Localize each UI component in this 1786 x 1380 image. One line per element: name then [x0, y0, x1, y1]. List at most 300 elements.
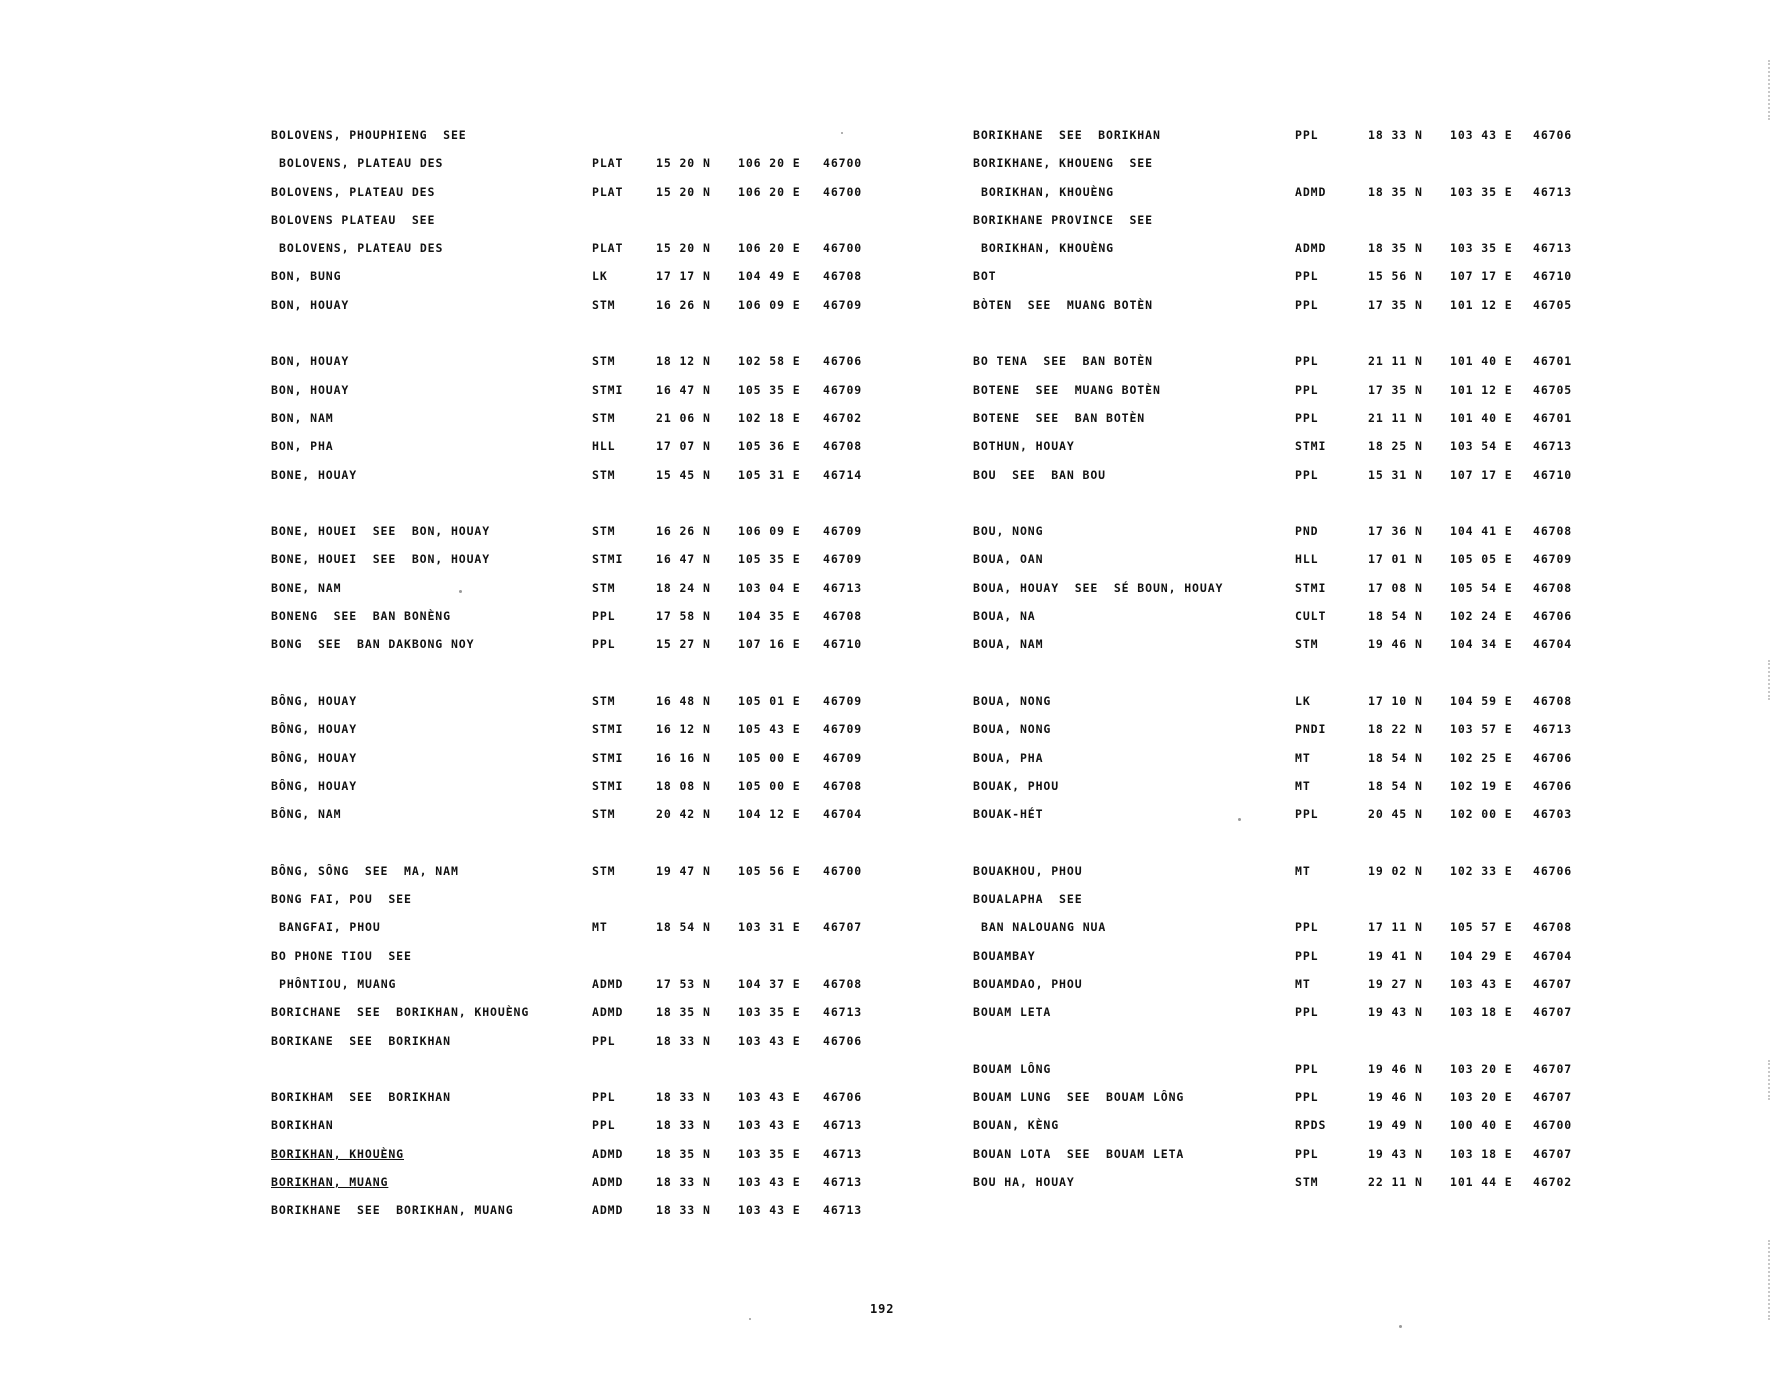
entry-reference: 46702 [823, 410, 863, 425]
entry-name: BON, HOUAY [271, 354, 350, 369]
entry-name: BOUAN, KÈNG [973, 1118, 1060, 1133]
entry-reference: 46704 [1533, 948, 1573, 963]
entry-feature-code: ADMD [592, 1203, 624, 1218]
entry-latitude: 15 20 N [656, 156, 711, 171]
entry-longitude: 105 56 E [738, 863, 801, 878]
entry-reference: 46713 [823, 580, 863, 595]
entry-reference: 46706 [823, 1090, 863, 1105]
entry-name: BOUAMDAO, PHOU [973, 976, 1083, 991]
entry-feature-code: STM [592, 410, 616, 425]
entry-latitude: 18 24 N [656, 580, 711, 595]
entry-longitude: 103 35 E [1450, 241, 1513, 256]
page-number: 192 [870, 1302, 895, 1316]
entry-reference: 46708 [1533, 524, 1573, 539]
entry-feature-code: HLL [1295, 552, 1319, 567]
entry-reference: 46706 [1533, 863, 1573, 878]
entry-latitude: 18 12 N [656, 354, 711, 369]
entry-longitude: 103 43 E [738, 1090, 801, 1105]
entry-reference: 46708 [1533, 693, 1573, 708]
entry-latitude: 15 45 N [656, 467, 711, 482]
entry-reference: 46702 [1533, 1174, 1573, 1189]
entry-reference: 46709 [823, 693, 863, 708]
entry-feature-code: MT [592, 920, 608, 935]
entry-longitude: 100 40 E [1450, 1118, 1513, 1133]
entry-latitude: 17 10 N [1368, 693, 1423, 708]
entry-name: BOUAK, PHOU [973, 778, 1060, 793]
entry-latitude: 18 33 N [656, 1174, 711, 1189]
entry-feature-code: PLAT [592, 156, 624, 171]
entry-longitude: 101 40 E [1450, 410, 1513, 425]
entry-feature-code: RPDS [1295, 1118, 1327, 1133]
entry-name: BÔNG, NAM [271, 807, 342, 822]
entry-reference: 46710 [1533, 269, 1573, 284]
entry-longitude: 104 41 E [1450, 524, 1513, 539]
entry-longitude: 105 43 E [738, 722, 801, 737]
entry-name: BORIKHANE PROVINCE SEE [973, 212, 1153, 227]
entry-feature-code: MT [1295, 863, 1311, 878]
entry-latitude: 19 43 N [1368, 1005, 1423, 1020]
entry-latitude: 18 35 N [1368, 241, 1423, 256]
entry-reference: 46708 [823, 778, 863, 793]
entry-latitude: 17 11 N [1368, 920, 1423, 935]
entry-longitude: 102 25 E [1450, 750, 1513, 765]
entry-name: BOLOVENS, PLATEAU DES [279, 156, 444, 171]
scan-speck [459, 590, 462, 593]
entry-name: BOLOVENS PLATEAU SEE [271, 212, 436, 227]
entry-name: BON, NAM [271, 410, 334, 425]
entry-feature-code: MT [1295, 976, 1311, 991]
entry-reference: 46709 [823, 722, 863, 737]
entry-reference: 46700 [823, 156, 863, 171]
entry-latitude: 16 16 N [656, 750, 711, 765]
entry-longitude: 103 54 E [1450, 439, 1513, 454]
entry-name: BOLOVENS, PHOUPHIENG SEE [271, 128, 467, 142]
entry-name: BOLOVENS, PLATEAU DES [279, 241, 444, 256]
entry-latitude: 16 47 N [656, 552, 711, 567]
entry-feature-code: PPL [1295, 269, 1319, 284]
entry-longitude: 104 29 E [1450, 948, 1513, 963]
entry-latitude: 17 53 N [656, 976, 711, 991]
entry-feature-code: PPL [1295, 128, 1319, 142]
entry-latitude: 18 35 N [656, 1146, 711, 1161]
entry-feature-code: PNDI [1295, 722, 1327, 737]
entry-latitude: 17 17 N [656, 269, 711, 284]
entry-latitude: 21 06 N [656, 410, 711, 425]
entry-name: BOUAK-HÉT [973, 807, 1044, 822]
entry-feature-code: PPL [1295, 1146, 1319, 1161]
entry-longitude: 104 12 E [738, 807, 801, 822]
entry-feature-code: STMI [592, 382, 624, 397]
entry-reference: 46700 [823, 184, 863, 199]
entry-name: BONE, HOUEI SEE BON, HOUAY [271, 552, 491, 567]
entry-name: BORIKHAN, KHOUÈNG [271, 1146, 405, 1161]
entry-longitude: 104 59 E [1450, 693, 1513, 708]
entry-feature-code: ADMD [592, 1174, 624, 1189]
entry-longitude: 103 43 E [1450, 128, 1513, 142]
entry-reference: 46713 [1533, 184, 1573, 199]
entry-reference: 46709 [1533, 552, 1573, 567]
entry-name: BOUAN LOTA SEE BOUAM LETA [973, 1146, 1185, 1161]
entry-latitude: 19 02 N [1368, 863, 1423, 878]
entry-feature-code: PPL [1295, 467, 1319, 482]
entry-latitude: 19 41 N [1368, 948, 1423, 963]
entry-longitude: 103 35 E [1450, 184, 1513, 199]
entry-reference: 46708 [1533, 920, 1573, 935]
entry-reference: 46707 [1533, 976, 1573, 991]
entry-name: BOUAM LUNG SEE BOUAM LÔNG [973, 1090, 1185, 1105]
entry-name: BOUAMBAY [973, 948, 1036, 963]
entry-longitude: 102 33 E [1450, 863, 1513, 878]
entry-latitude: 18 35 N [656, 1005, 711, 1020]
entry-longitude: 103 35 E [738, 1146, 801, 1161]
entry-name: BAN NALOUANG NUA [981, 920, 1107, 935]
entry-name: BON, HOUAY [271, 297, 350, 312]
entry-name: BONE, HOUAY [271, 467, 358, 482]
entry-latitude: 18 25 N [1368, 439, 1423, 454]
entry-latitude: 18 54 N [1368, 609, 1423, 624]
entry-feature-code: MT [1295, 778, 1311, 793]
entry-feature-code: PPL [592, 637, 616, 652]
entry-reference: 46713 [823, 1174, 863, 1189]
entry-reference: 46701 [1533, 354, 1573, 369]
entry-reference: 46713 [823, 1005, 863, 1020]
entry-feature-code: PPL [592, 1033, 616, 1048]
entry-name: BORIKHANE, KHOUENG SEE [973, 156, 1153, 171]
entry-latitude: 17 58 N [656, 609, 711, 624]
entry-longitude: 101 12 E [1450, 297, 1513, 312]
entry-reference: 46708 [1533, 580, 1573, 595]
entry-feature-code: STM [592, 297, 616, 312]
entry-longitude: 105 35 E [738, 552, 801, 567]
entry-latitude: 16 26 N [656, 297, 711, 312]
entry-feature-code: PPL [592, 1118, 616, 1133]
entry-name: BOU HA, HOUAY [973, 1174, 1075, 1189]
entry-feature-code: ADMD [592, 976, 624, 991]
scan-edge-noise [1756, 1240, 1770, 1320]
entry-feature-code: STMI [592, 552, 624, 567]
entry-name: BO PHONE TIOU SEE [271, 948, 412, 963]
entry-latitude: 19 27 N [1368, 976, 1423, 991]
entry-latitude: 16 47 N [656, 382, 711, 397]
entry-longitude: 103 43 E [738, 1174, 801, 1189]
entry-name: BÒTEN SEE MUANG BOTÈN [973, 297, 1153, 312]
entry-name: BOUA, PHA [973, 750, 1044, 765]
entry-feature-code: PPL [1295, 1005, 1319, 1020]
entry-name: BORIKANE SEE BORIKHAN [271, 1033, 451, 1048]
entry-reference: 46704 [823, 807, 863, 822]
entry-reference: 46705 [1533, 297, 1573, 312]
entry-feature-code: ADMD [592, 1146, 624, 1161]
entry-reference: 46709 [823, 750, 863, 765]
entry-latitude: 17 36 N [1368, 524, 1423, 539]
entry-latitude: 22 11 N [1368, 1174, 1423, 1189]
entry-name: BON, PHA [271, 439, 334, 454]
entry-longitude: 107 17 E [1450, 467, 1513, 482]
entry-longitude: 105 54 E [1450, 580, 1513, 595]
entry-longitude: 105 35 E [738, 382, 801, 397]
entry-longitude: 106 20 E [738, 156, 801, 171]
entry-latitude: 19 46 N [1368, 1061, 1423, 1076]
entry-latitude: 19 47 N [656, 863, 711, 878]
entry-feature-code: PPL [1295, 948, 1319, 963]
entry-feature-code: HLL [592, 439, 616, 454]
entry-longitude: 102 58 E [738, 354, 801, 369]
entry-name: BOTHUN, HOUAY [973, 439, 1075, 454]
entry-name: BÔNG, HOUAY [271, 693, 358, 708]
entry-name: BORIKHANE SEE BORIKHAN [973, 128, 1161, 142]
entry-name: PHÔNTIOU, MUANG [279, 976, 397, 991]
entry-name: BÔNG, HOUAY [271, 778, 358, 793]
entry-name: BORIKHAN, KHOUÈNG [981, 184, 1115, 199]
entry-reference: 46707 [823, 920, 863, 935]
entry-latitude: 15 56 N [1368, 269, 1423, 284]
entry-feature-code: ADMD [592, 1005, 624, 1020]
entry-feature-code: LK [1295, 693, 1311, 708]
entry-name: BOT [973, 269, 997, 284]
entry-name: BONENG SEE BAN BONÈNG [271, 609, 451, 624]
entry-latitude: 18 33 N [1368, 128, 1423, 142]
scan-edge-noise [1756, 660, 1770, 700]
entry-latitude: 19 46 N [1368, 637, 1423, 652]
entry-feature-code: PPL [1295, 807, 1319, 822]
entry-feature-code: PLAT [592, 184, 624, 199]
entry-latitude: 18 33 N [656, 1033, 711, 1048]
entry-name: BORICHANE SEE BORIKHAN, KHOUÈNG [271, 1005, 530, 1020]
entry-longitude: 103 20 E [1450, 1061, 1513, 1076]
entry-name: BÔNG, HOUAY [271, 750, 358, 765]
entry-name: BOUA, HOUAY SEE SÉ BOUN, HOUAY [973, 580, 1224, 595]
entry-reference: 46713 [823, 1203, 863, 1218]
entry-reference: 46708 [823, 976, 863, 991]
entry-reference: 46706 [1533, 128, 1573, 142]
entry-longitude: 103 43 E [738, 1033, 801, 1048]
entry-name: BOU SEE BAN BOU [973, 467, 1107, 482]
entry-reference: 46706 [823, 354, 863, 369]
entry-latitude: 17 01 N [1368, 552, 1423, 567]
entry-reference: 46706 [823, 1033, 863, 1048]
entry-longitude: 107 17 E [1450, 269, 1513, 284]
entry-name: BORIKHAN [271, 1118, 334, 1133]
entry-name: BOTENE SEE MUANG BOTÈN [973, 382, 1161, 397]
entry-longitude: 106 09 E [738, 297, 801, 312]
entry-longitude: 103 57 E [1450, 722, 1513, 737]
entry-longitude: 106 20 E [738, 241, 801, 256]
entry-longitude: 103 18 E [1450, 1146, 1513, 1161]
entry-latitude: 18 35 N [1368, 184, 1423, 199]
entry-reference: 46707 [1533, 1005, 1573, 1020]
entry-latitude: 16 26 N [656, 524, 711, 539]
entry-latitude: 18 54 N [656, 920, 711, 935]
entry-longitude: 106 09 E [738, 524, 801, 539]
entry-feature-code: STM [592, 693, 616, 708]
entry-reference: 46704 [1533, 637, 1573, 652]
entry-longitude: 105 01 E [738, 693, 801, 708]
scan-speck [841, 132, 843, 134]
entry-reference: 46706 [1533, 750, 1573, 765]
entry-latitude: 18 54 N [1368, 778, 1423, 793]
entry-name: BONG SEE BAN DAKBONG NOY [271, 637, 475, 652]
entry-feature-code: MT [1295, 750, 1311, 765]
scan-speck [749, 1318, 751, 1320]
entry-reference: 46705 [1533, 382, 1573, 397]
entry-latitude: 18 33 N [656, 1203, 711, 1218]
entry-longitude: 104 34 E [1450, 637, 1513, 652]
entry-name: BONE, HOUEI SEE BON, HOUAY [271, 524, 491, 539]
entry-feature-code: PPL [1295, 1061, 1319, 1076]
entry-feature-code: PPL [1295, 410, 1319, 425]
entry-longitude: 105 31 E [738, 467, 801, 482]
entry-longitude: 107 16 E [738, 637, 801, 652]
entry-longitude: 103 43 E [738, 1118, 801, 1133]
scan-speck [1399, 1325, 1402, 1328]
scan-edge-noise [1756, 60, 1770, 120]
entry-latitude: 18 33 N [656, 1118, 711, 1133]
entry-name: BOUA, NONG [973, 693, 1052, 708]
entry-longitude: 106 20 E [738, 184, 801, 199]
entry-longitude: 103 43 E [738, 1203, 801, 1218]
entry-reference: 46700 [823, 241, 863, 256]
entry-name: BON, HOUAY [271, 382, 350, 397]
entry-name: BONG FAI, POU SEE [271, 892, 412, 907]
entry-name: BORIKHAN, MUANG [271, 1174, 389, 1189]
entry-latitude: 17 07 N [656, 439, 711, 454]
entry-feature-code: LK [592, 269, 608, 284]
entry-feature-code: PPL [1295, 297, 1319, 312]
entry-latitude: 15 20 N [656, 184, 711, 199]
entry-reference: 46706 [1533, 609, 1573, 624]
entry-reference: 46713 [823, 1118, 863, 1133]
entry-longitude: 102 18 E [738, 410, 801, 425]
entry-longitude: 103 35 E [738, 1005, 801, 1020]
entry-reference: 46700 [823, 863, 863, 878]
entry-feature-code: ADMD [1295, 241, 1327, 256]
entry-longitude: 103 31 E [738, 920, 801, 935]
entry-latitude: 17 35 N [1368, 382, 1423, 397]
entry-reference: 46707 [1533, 1090, 1573, 1105]
entry-feature-code: STM [1295, 637, 1319, 652]
entry-latitude: 16 48 N [656, 693, 711, 708]
entry-feature-code: STMI [592, 750, 624, 765]
entry-reference: 46707 [1533, 1061, 1573, 1076]
entry-reference: 46714 [823, 467, 863, 482]
entry-feature-code: STMI [592, 722, 624, 737]
entry-feature-code: STM [592, 467, 616, 482]
entry-longitude: 105 00 E [738, 778, 801, 793]
entry-reference: 46710 [1533, 467, 1573, 482]
entry-reference: 46713 [823, 1146, 863, 1161]
entry-reference: 46713 [1533, 439, 1573, 454]
entry-longitude: 101 12 E [1450, 382, 1513, 397]
entry-feature-code: STM [592, 354, 616, 369]
entry-reference: 46708 [823, 439, 863, 454]
entry-feature-code: STM [592, 807, 616, 822]
entry-reference: 46706 [1533, 778, 1573, 793]
entry-reference: 46709 [823, 382, 863, 397]
entry-longitude: 104 35 E [738, 609, 801, 624]
entry-name: BOUA, OAN [973, 552, 1044, 567]
entry-reference: 46708 [823, 609, 863, 624]
entry-feature-code: PPL [592, 1090, 616, 1105]
entry-feature-code: CULT [1295, 609, 1327, 624]
entry-feature-code: STMI [1295, 580, 1327, 595]
entry-feature-code: STM [592, 580, 616, 595]
entry-name: BON, BUNG [271, 269, 342, 284]
entry-reference: 46707 [1533, 1146, 1573, 1161]
entry-reference: 46710 [823, 637, 863, 652]
entry-reference: 46709 [823, 524, 863, 539]
entry-latitude: 16 12 N [656, 722, 711, 737]
entry-longitude: 103 20 E [1450, 1090, 1513, 1105]
entry-latitude: 21 11 N [1368, 354, 1423, 369]
entry-longitude: 105 57 E [1450, 920, 1513, 935]
entry-latitude: 20 45 N [1368, 807, 1423, 822]
entry-longitude: 103 04 E [738, 580, 801, 595]
entry-name: BORIKHANE SEE BORIKHAN, MUANG [271, 1203, 514, 1218]
scan-edge-noise [1756, 1060, 1770, 1100]
entry-feature-code: STM [1295, 1174, 1319, 1189]
entry-feature-code: STM [592, 863, 616, 878]
entry-longitude: 104 37 E [738, 976, 801, 991]
entry-feature-code: PPL [1295, 354, 1319, 369]
entry-feature-code: STM [592, 524, 616, 539]
entry-latitude: 15 31 N [1368, 467, 1423, 482]
entry-feature-code: PPL [1295, 1090, 1319, 1105]
entry-latitude: 19 43 N [1368, 1146, 1423, 1161]
entry-longitude: 105 05 E [1450, 552, 1513, 567]
entry-latitude: 21 11 N [1368, 410, 1423, 425]
entry-name: BORIKHAM SEE BORIKHAN [271, 1090, 451, 1105]
entry-feature-code: PPL [592, 609, 616, 624]
entry-name: BOUAKHOU, PHOU [973, 863, 1083, 878]
entry-latitude: 17 35 N [1368, 297, 1423, 312]
entry-reference: 46703 [1533, 807, 1573, 822]
entry-longitude: 102 00 E [1450, 807, 1513, 822]
entry-longitude: 101 44 E [1450, 1174, 1513, 1189]
entry-name: BOTENE SEE BAN BOTÈN [973, 410, 1146, 425]
entry-feature-code: ADMD [1295, 184, 1327, 199]
entry-longitude: 102 24 E [1450, 609, 1513, 624]
entry-latitude: 19 49 N [1368, 1118, 1423, 1133]
entry-feature-code: PPL [1295, 382, 1319, 397]
entry-name: BANGFAI, PHOU [279, 920, 381, 935]
entry-latitude: 15 27 N [656, 637, 711, 652]
entry-longitude: 103 18 E [1450, 1005, 1513, 1020]
entry-longitude: 102 19 E [1450, 778, 1513, 793]
entry-name: BO TENA SEE BAN BOTÈN [973, 354, 1153, 369]
entry-reference: 46709 [823, 552, 863, 567]
entry-name: BÔNG, HOUAY [271, 722, 358, 737]
entry-name: BÔNG, SÔNG SEE MA, NAM [271, 863, 459, 878]
entry-name: BOLOVENS, PLATEAU DES [271, 184, 436, 199]
entry-reference: 46713 [1533, 722, 1573, 737]
entry-name: BOUAM LETA [973, 1005, 1052, 1020]
entry-longitude: 101 40 E [1450, 354, 1513, 369]
entry-latitude: 18 33 N [656, 1090, 711, 1105]
entry-feature-code: STMI [1295, 439, 1327, 454]
entry-longitude: 103 43 E [1450, 976, 1513, 991]
entry-latitude: 19 46 N [1368, 1090, 1423, 1105]
entry-reference: 46713 [1533, 241, 1573, 256]
entry-latitude: 20 42 N [656, 807, 711, 822]
entry-latitude: 18 54 N [1368, 750, 1423, 765]
entry-name: BOUALAPHA SEE [973, 892, 1083, 907]
scan-speck [1238, 818, 1241, 821]
entry-reference: 46701 [1533, 410, 1573, 425]
entry-name: BOUAM LÔNG [973, 1061, 1052, 1076]
entry-name: BORIKHAN, KHOUÈNG [981, 241, 1115, 256]
entry-latitude: 18 22 N [1368, 722, 1423, 737]
entry-latitude: 18 08 N [656, 778, 711, 793]
